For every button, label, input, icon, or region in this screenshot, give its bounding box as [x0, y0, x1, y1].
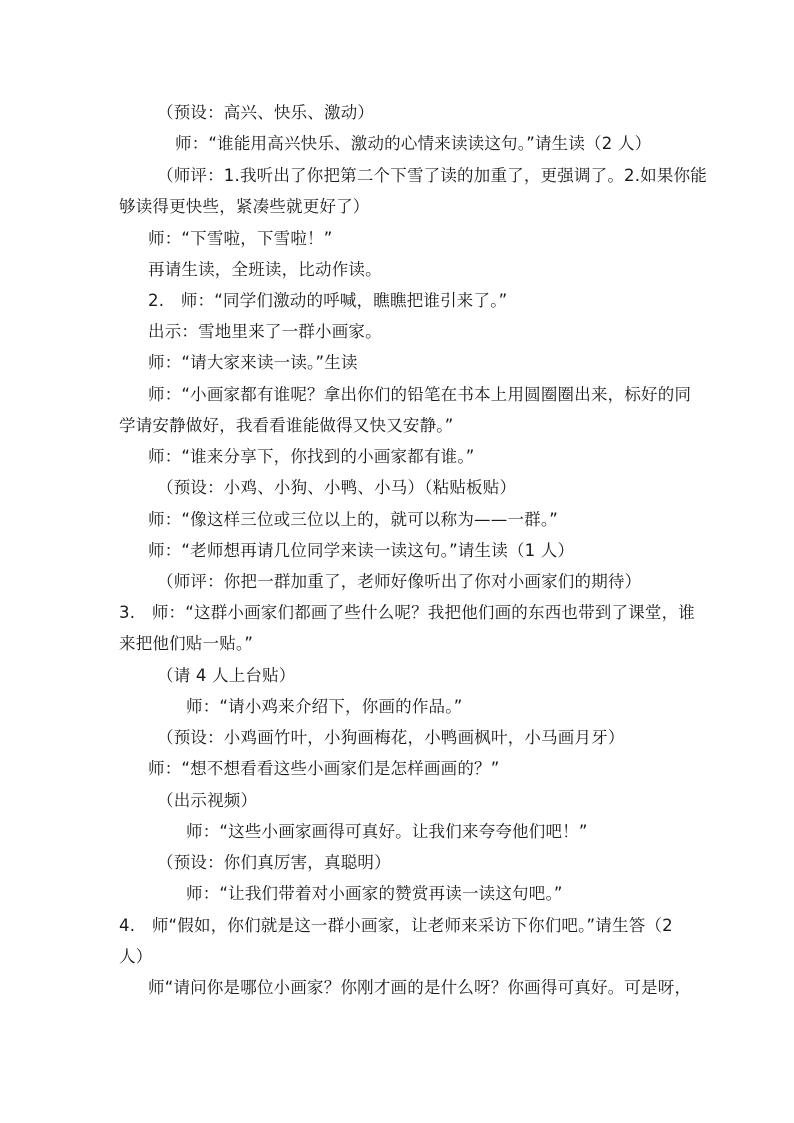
text-line: （师评：你把一群加重了，老师好像听出了你对小画家们的期待）: [157, 572, 642, 591]
text-line: （预设：小鸡、小狗、小鸭、小马）（粘贴板贴）: [157, 478, 517, 497]
text-line: 师：“老师想再请几位同学来读一读这句。”请生读（1 人）: [148, 541, 575, 560]
text-line: 出示：雪地里来了一群小画家。: [148, 322, 382, 341]
text-line: 师：“请大家来读一读。”生读: [148, 353, 358, 372]
text-line: 师“请问你是哪位小画家？你刚才画的是什么呀？你画得可真好。可是呀，: [148, 978, 692, 997]
text-line: 人）: [119, 947, 153, 966]
text-line: 师：“谁来分享下，你找到的小画家都有谁。”: [148, 447, 475, 466]
text-line: 师：“谁能用高兴快乐、激动的心情来读读这句。”请生读（2 人）: [175, 134, 652, 153]
text-line: 学请安静做好，我看看谁能做得又快又安静。”: [119, 416, 454, 435]
text-line: （预设：你们真厉害，真聪明）: [157, 853, 391, 872]
text-line: 再请生读，全班读，比动作读。: [148, 260, 382, 279]
text-line: 师：“像这样三位或三位以上的，就可以称为——一群。”: [148, 510, 559, 529]
text-line: 师：“请小鸡来介绍下，你画的作品。”: [186, 697, 463, 716]
text-line: （请 4 人上台贴）: [157, 666, 296, 685]
text-line: 师：“让我们带着对小画家的赞赏再读一读这句吧。”: [186, 884, 563, 903]
text-line: 3. 师：“这群小画家们都画了些什么呢？我把他们画的东西也带到了课堂，谁: [119, 603, 695, 622]
text-line: 够读得更快些，紧凑些就更好了）: [119, 197, 370, 216]
text-line: （预设：高兴、快乐、激动）: [157, 103, 375, 122]
text-line: 4. 师“假如，你们就是这一群小画家，让老师来采访下你们吧。”请生答（2: [119, 916, 673, 935]
text-line: 来把他们贴一贴。”: [119, 634, 254, 653]
text-line: 师：“想不想看看这些小画家们是怎样画画的？”: [148, 759, 500, 778]
text-line: （预设：小鸡画竹叶，小狗画梅花，小鸭画枫叶，小马画月牙）: [157, 728, 625, 747]
text-line: 师：“下雪啦，下雪啦！”: [148, 229, 333, 248]
text-line: （师评：1.我听出了你把第二个下雪了读的加重了，更强调了。2.如果你能: [157, 166, 707, 185]
text-line: 师：“小画家都有谁呢？拿出你们的铅笔在书本上用圆圈圈出来，标好的同: [148, 385, 692, 404]
text-line: 师：“这些小画家画得可真好。让我们来夸夸他们吧！”: [186, 822, 588, 841]
text-line: （出示视频）: [157, 791, 258, 810]
text-line: 2. 师：“同学们激动的呼喊，瞧瞧把谁引来了。”: [148, 291, 508, 310]
